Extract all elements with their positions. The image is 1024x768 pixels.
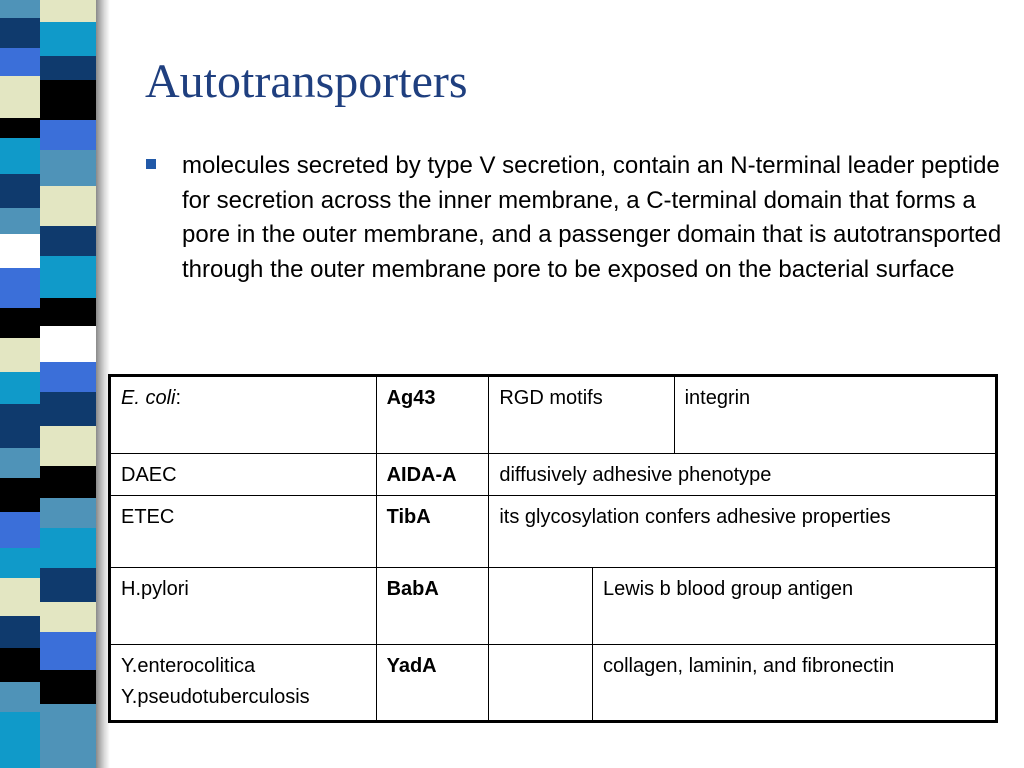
strip-block <box>0 548 40 578</box>
description-cell: its glycosylation confers adhesive properties <box>489 496 997 568</box>
organism-cell <box>110 376 377 454</box>
organism-cell: DAEC <box>110 454 377 496</box>
strip-block <box>0 616 40 648</box>
strip-block <box>40 362 96 392</box>
strip-block <box>40 0 96 22</box>
target-cell: collagen, laminin, and fibronectin <box>592 645 996 722</box>
strip-block <box>0 174 40 208</box>
strip-block <box>0 138 40 174</box>
motif-cell: RGD motifs <box>489 376 674 454</box>
receptor-cell: integrin <box>674 376 996 454</box>
table-row <box>110 496 997 568</box>
strip-block <box>0 48 40 76</box>
protein-cell: Ag43 <box>376 376 489 454</box>
strip-block <box>0 448 40 478</box>
organism-cell: H.pylori <box>110 568 377 645</box>
strip-block <box>0 308 40 338</box>
organism-suffix: : <box>175 387 182 409</box>
strip-block <box>0 512 40 548</box>
protein-cell: YadA <box>376 645 489 722</box>
strip-block <box>0 372 40 404</box>
organism-line: Y.enterocolitica <box>121 655 256 677</box>
strip-column-right <box>40 0 96 768</box>
strip-block <box>40 22 96 56</box>
strip-block <box>40 498 96 528</box>
strip-block <box>0 338 40 372</box>
autotransporter-table <box>108 374 998 723</box>
strip-block <box>0 0 40 18</box>
strip-block <box>0 234 40 268</box>
table-row <box>110 568 997 645</box>
strip-block <box>40 466 96 498</box>
strip-block <box>40 150 96 186</box>
strip-block <box>40 56 96 80</box>
organism-italic: E. coli <box>121 387 176 409</box>
strip-block <box>40 392 96 426</box>
protein-cell: BabA <box>376 568 489 645</box>
organism-cell: ETEC <box>110 496 377 568</box>
organism-cell <box>110 645 377 722</box>
strip-block <box>40 226 96 256</box>
strip-block <box>40 80 96 120</box>
table-row <box>110 454 997 496</box>
strip-block <box>40 298 96 326</box>
strip-block <box>0 404 40 448</box>
strip-block <box>40 326 96 362</box>
strip-block <box>0 682 40 712</box>
strip-block <box>0 268 40 308</box>
organism-line: Y.pseudotuberculosis <box>121 686 310 708</box>
strip-block <box>0 208 40 234</box>
strip-block <box>0 478 40 512</box>
strip-block <box>40 186 96 226</box>
slide-title: Autotransporters <box>145 55 468 108</box>
strip-block <box>0 76 40 118</box>
strip-block <box>40 670 96 704</box>
strip-block <box>0 18 40 48</box>
strip-block <box>40 426 96 466</box>
bullet-text: molecules secreted by type V secretion, contain an N-terminal leader peptide for secretion across the inner membrane, a C-terminal domain that forms a pore in the outer membrane, and a passenger domain that is autotransported through the outer membrane pore to be exposed on the bacterial surface <box>182 152 1002 283</box>
empty-cell <box>489 568 593 645</box>
strip-block <box>0 118 40 138</box>
description-cell: diffusively adhesive phenotype <box>489 454 997 496</box>
strip-block <box>40 120 96 150</box>
strip-block <box>40 568 96 602</box>
protein-cell: TibA <box>376 496 489 568</box>
strip-block <box>40 528 96 568</box>
decorative-strip <box>0 0 118 768</box>
target-cell: Lewis b blood group antigen <box>592 568 996 645</box>
strip-block <box>0 712 40 768</box>
strip-block <box>40 632 96 670</box>
empty-cell <box>489 645 593 722</box>
table-row <box>110 376 997 454</box>
strip-block <box>0 578 40 616</box>
bullet-square-icon <box>146 159 156 169</box>
strip-block <box>40 704 96 768</box>
strip-block <box>0 648 40 682</box>
strip-column-left <box>0 0 40 768</box>
table-row <box>110 645 997 722</box>
protein-cell: AIDA-A <box>376 454 489 496</box>
strip-block <box>40 602 96 632</box>
strip-block <box>40 256 96 298</box>
